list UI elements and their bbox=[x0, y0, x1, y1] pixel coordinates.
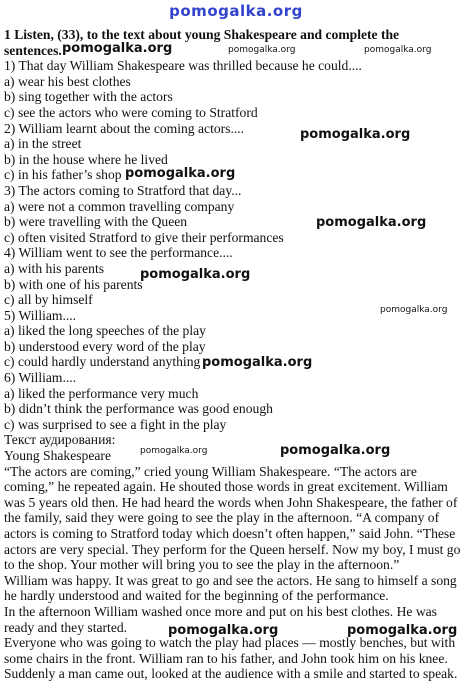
answer-option: a) with his parents bbox=[4, 260, 105, 276]
answer-option: a) liked the long speeches of the play bbox=[4, 323, 206, 339]
answer-option: a) wear his best clothes bbox=[4, 73, 131, 89]
question-stem: 6) William.... bbox=[4, 370, 77, 386]
watermark-text: pomogalka.org bbox=[140, 267, 251, 282]
answer-option: b) in the house where he lived bbox=[4, 151, 168, 167]
watermark-text: pomogalka.org bbox=[380, 305, 448, 315]
transcript-paragraph: In the afternoon William washed once more and put on his best clothes. He was ready and they started. bbox=[4, 603, 437, 635]
watermark-text: pomogalka.org bbox=[62, 41, 173, 56]
watermark-text: pomogalka.org bbox=[228, 45, 296, 55]
question-1 bbox=[4, 58, 468, 120]
watermark-text: pomogalka.org bbox=[347, 623, 458, 638]
watermark-text: pomogalka.org bbox=[202, 355, 313, 370]
question-stem: 5) William.... bbox=[4, 307, 77, 323]
watermark-text: pomogalka.org bbox=[140, 446, 208, 456]
answer-option: c) see the actors who were coming to Stratford bbox=[4, 104, 258, 120]
answer-option: b) understood every word of the play bbox=[4, 338, 206, 354]
answer-option: b) didn’t think the performance was good enough bbox=[4, 401, 273, 417]
question-stem: 2) William learnt about the coming actors.... bbox=[4, 120, 245, 136]
watermark-text: pomogalka.org bbox=[168, 623, 279, 638]
answer-option: c) was surprised to see a fight in the play bbox=[4, 416, 227, 432]
question-stem: 1) That day William Shakespeare was thrilled because he could.... bbox=[4, 58, 362, 74]
watermark-text: pomogalka.org bbox=[364, 45, 432, 55]
transcript-paragraph: William was happy. It was great to go and see the actors. He sang to himself a song he hardly understood and waited for the beginning of the performance. bbox=[4, 572, 457, 604]
site-header-logo[interactable]: pomogalka.org bbox=[169, 2, 303, 20]
answer-option: a) liked the performance very much bbox=[4, 385, 199, 401]
answer-option: b) sing together with the actors bbox=[4, 89, 173, 105]
transcript-title: Young Shakespeare bbox=[4, 448, 111, 464]
question-stem: 3) The actors coming to Stratford that day... bbox=[4, 182, 242, 198]
watermark-text: pomogalka.org bbox=[316, 215, 427, 230]
watermark-text: pomogalka.org bbox=[280, 443, 391, 458]
question-stem: 4) William went to see the performance.... bbox=[4, 245, 233, 261]
answer-option: c) could hardly understand anything bbox=[4, 354, 201, 370]
watermark-text: pomogalka.org bbox=[300, 127, 411, 142]
answer-option: a) in the street bbox=[4, 136, 82, 152]
answer-option: c) often visited Stratford to give their performances bbox=[4, 229, 284, 245]
question-6 bbox=[4, 370, 468, 432]
transcript-paragraph: Everyone who was going to watch the play had places — mostly benches, but with some chairs in the front. William ran to his father, and John took him on his knee. Suddenly a man came out, looked at the audience with a smile and started to speak. bbox=[4, 635, 458, 682]
transcript-paragraph: “The actors are coming,” cried young William Shakespeare. “The actors are coming,” he repeated again. He shouted those words in great excitement. William was 5 years old then. He had heard the words when John Shakespeare, the father of the family, said they were going to see the play in the afternoon. “A company of actors is coming to Stratford today which doesn’t often happen,” said John. “These actors are very special. They perform for the Queen herself. Now my boy, I must go to the shop. Your mother will bring you to see the play in the afternoon.” bbox=[4, 463, 461, 573]
task-title: 1 Listen, (33), to the text about young Shakespeare and complete the bbox=[4, 27, 400, 42]
watermark-text: pomogalka.org bbox=[125, 166, 236, 181]
task-title-cont: sentences. bbox=[4, 42, 62, 58]
transcript-label: Текст аудирования: bbox=[4, 432, 116, 448]
answer-option: a) were not a common travelling company bbox=[4, 198, 235, 214]
answer-option: c) all by himself bbox=[4, 292, 93, 308]
answer-option: c) in his father’s shop bbox=[4, 167, 122, 183]
answer-option: b) with one of his parents bbox=[4, 276, 143, 292]
answer-option: b) were travelling with the Queen bbox=[4, 214, 188, 230]
